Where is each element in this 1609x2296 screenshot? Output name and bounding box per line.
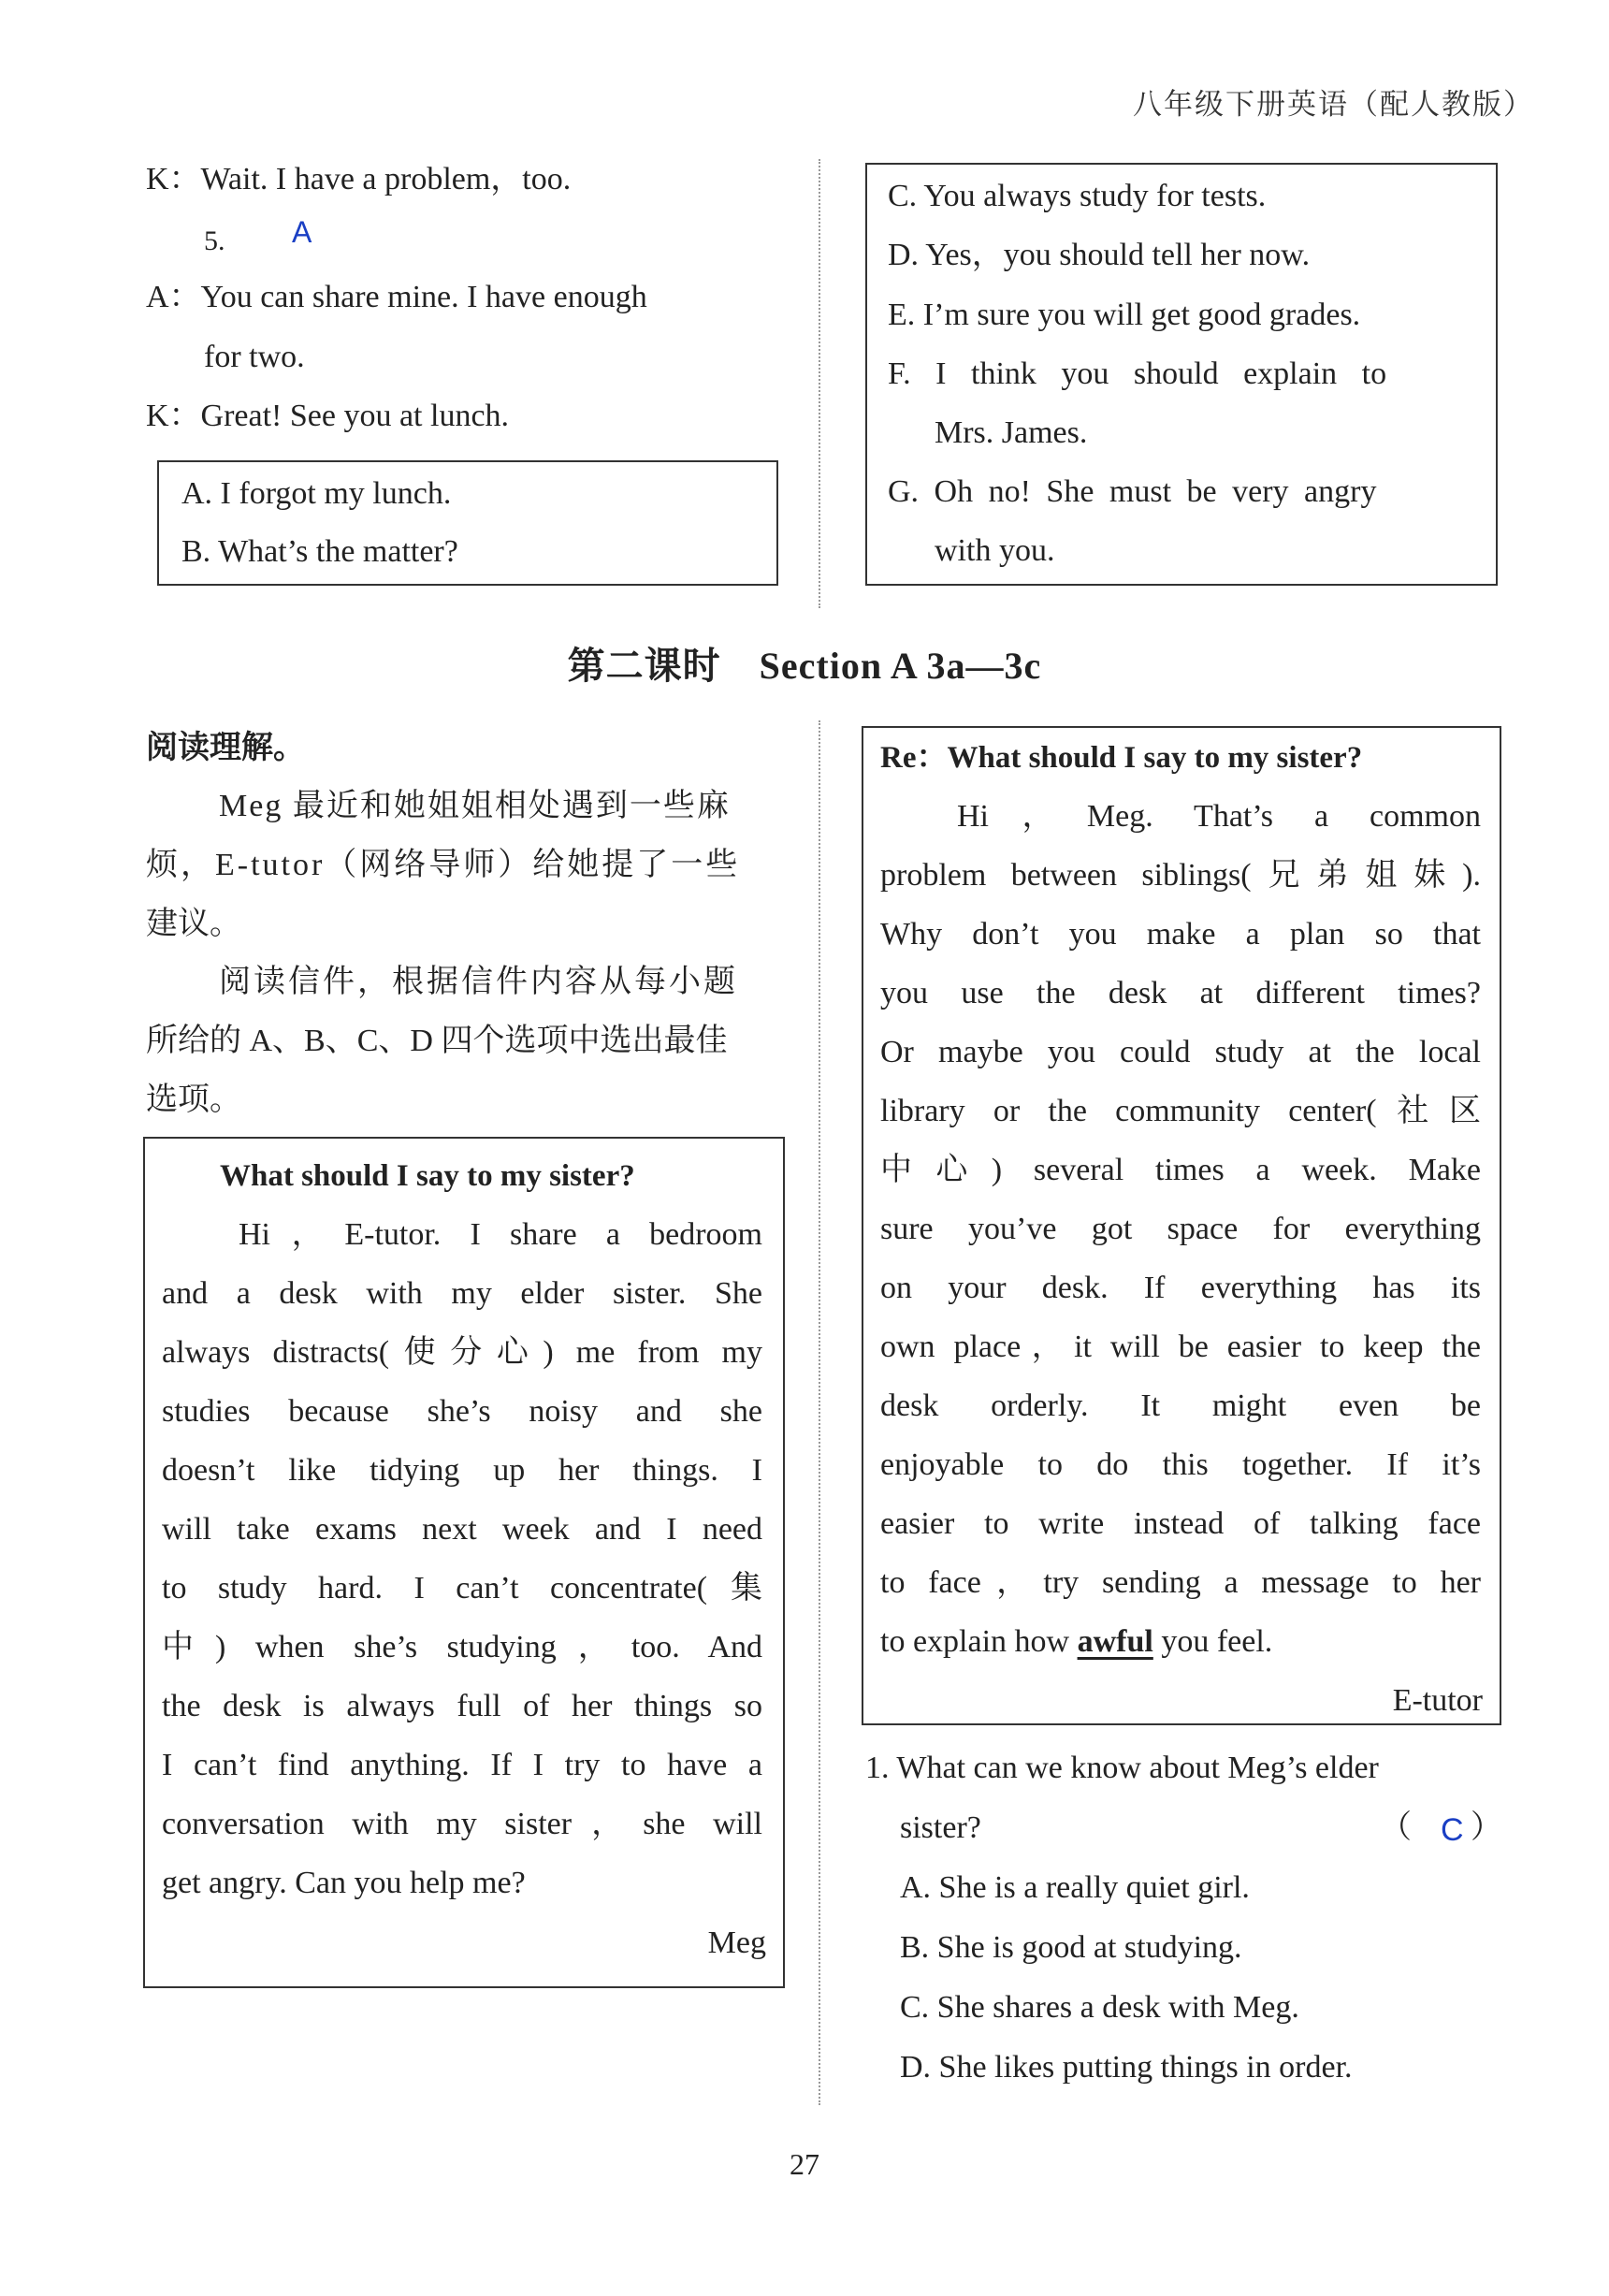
dialogue-line: A：You can share mine. I have enough bbox=[146, 280, 647, 314]
instruction-line: 选项。 bbox=[146, 1083, 241, 1117]
letter-line: own place，it will be easier to keep the bbox=[880, 1330, 1481, 1364]
highlighted-word: awful bbox=[1077, 1624, 1153, 1659]
letter-text: to explain how bbox=[880, 1624, 1078, 1659]
letter-line: and a desk with my elder sister. She bbox=[162, 1276, 762, 1311]
letter-line: to study hard. I can’t concentrate(集 bbox=[162, 1571, 762, 1606]
letter-line: on your desk. If everything has its bbox=[880, 1271, 1481, 1305]
page-number: 27 bbox=[790, 2147, 819, 2181]
letter-text: you feel. bbox=[1152, 1624, 1273, 1659]
option-item: B. What’s the matter? bbox=[181, 534, 458, 569]
letter-line: 中) when she’s studying，too. And bbox=[162, 1630, 762, 1664]
reading-heading: 阅读理解。 bbox=[146, 731, 305, 765]
letter-line: conversation with my sister，she will bbox=[162, 1807, 762, 1841]
letter-line: easier to write instead of talking face bbox=[880, 1506, 1481, 1541]
option-item: G. Oh no! She must be very angry bbox=[888, 474, 1377, 509]
letter-title: Re：What should I say to my sister? bbox=[880, 741, 1363, 775]
instruction-line: 所给的 A、B、C、D 四个选项中选出最佳 bbox=[146, 1024, 728, 1058]
letter-line: enjoyable to do this together. If it’s bbox=[880, 1447, 1481, 1482]
question-option: A. She is a really quiet girl. bbox=[900, 1870, 1250, 1905]
letter-line: Why don’t you make a plan so that bbox=[880, 917, 1481, 952]
column-divider-top bbox=[819, 159, 820, 608]
letter-line: desk orderly. It might even be bbox=[880, 1388, 1481, 1423]
option-item: F. I think you should explain to bbox=[888, 356, 1387, 391]
intro-line: Meg 最近和她姐姐相处遇到一些麻 bbox=[219, 789, 731, 823]
letter-line: library or the community center(社区 bbox=[880, 1094, 1481, 1128]
letter-line: I can’t find anything. If I try to have a bbox=[162, 1748, 762, 1782]
letter-from-etutor bbox=[862, 726, 1501, 1725]
letter-signature: E-tutor bbox=[1392, 1683, 1483, 1718]
letter-last-line bbox=[880, 1623, 1272, 1661]
option-item: Mrs. James. bbox=[935, 415, 1088, 450]
letter-line: studies because she’s noisy and she bbox=[162, 1394, 762, 1429]
dialogue-line: K：Wait. I have a problem，too. bbox=[146, 162, 572, 196]
letter-line: Hi，E-tutor. I share a bedroom bbox=[239, 1217, 762, 1252]
question-stem: 1. What can we know about Meg’s elder bbox=[865, 1751, 1379, 1785]
column-divider-bottom bbox=[819, 720, 820, 2105]
blank-number: 5. bbox=[204, 225, 225, 256]
option-item: with you. bbox=[935, 533, 1055, 568]
question-stem-cont: sister? bbox=[900, 1810, 981, 1845]
letter-line: will take exams next week and I need bbox=[162, 1512, 762, 1547]
question-option: C. She shares a desk with Meg. bbox=[900, 1990, 1299, 2025]
letter-signature: Meg bbox=[707, 1925, 766, 1960]
option-item: D. Yes，you should tell her now. bbox=[888, 238, 1311, 272]
question-option: D. She likes putting things in order. bbox=[900, 2050, 1353, 2085]
instruction-line: 阅读信件，根据信件内容从每小题 bbox=[219, 965, 738, 999]
option-item: E. I’m sure you will get good grades. bbox=[888, 298, 1361, 332]
letter-title: What should I say to my sister? bbox=[220, 1159, 635, 1193]
answer-mark: C bbox=[1441, 1812, 1464, 1848]
letter-line: always distracts(使分心) me from my bbox=[162, 1335, 762, 1370]
letter-line: Or maybe you could study at the local bbox=[880, 1035, 1481, 1069]
intro-line: 烦，E-tutor（网络导师）给她提了一些 bbox=[146, 848, 741, 882]
letter-line: doesn’t like tidying up her things. I bbox=[162, 1453, 762, 1488]
section-title: 第二课时 Section A 3a—3c bbox=[567, 645, 1042, 687]
options-box-right bbox=[865, 163, 1498, 586]
blank-answer: A bbox=[292, 215, 312, 249]
letter-line: problem between siblings(兄弟姐妹). bbox=[880, 858, 1481, 893]
letter-line: you use the desk at different times? bbox=[880, 976, 1481, 1010]
question-option: B. She is good at studying. bbox=[900, 1930, 1242, 1965]
intro-line: 建议。 bbox=[146, 907, 241, 941]
letter-line: the desk is always full of her things so bbox=[162, 1689, 762, 1723]
letter-line: to face，try sending a message to her bbox=[880, 1565, 1481, 1600]
options-box-left bbox=[157, 460, 778, 586]
letter-from-meg bbox=[143, 1137, 785, 1988]
option-item: A. I forgot my lunch. bbox=[181, 476, 452, 511]
letter-line: get angry. Can you help me? bbox=[162, 1866, 526, 1900]
letter-line: Hi，Meg. That’s a common bbox=[957, 799, 1481, 834]
dialogue-line: K：Great! See you at lunch. bbox=[146, 399, 510, 433]
page-header: 八年级下册英语（配人教版） bbox=[1133, 88, 1534, 121]
letter-line: 中心) several times a week. Make bbox=[880, 1153, 1481, 1187]
letter-line: sure you’ve got space for everything bbox=[880, 1212, 1481, 1246]
answer-bracket-open: （ bbox=[1380, 1810, 1412, 1845]
answer-bracket-close: ） bbox=[1471, 1810, 1502, 1845]
option-item: C. You always study for tests. bbox=[888, 179, 1267, 213]
dialogue-line: for two. bbox=[204, 340, 305, 374]
